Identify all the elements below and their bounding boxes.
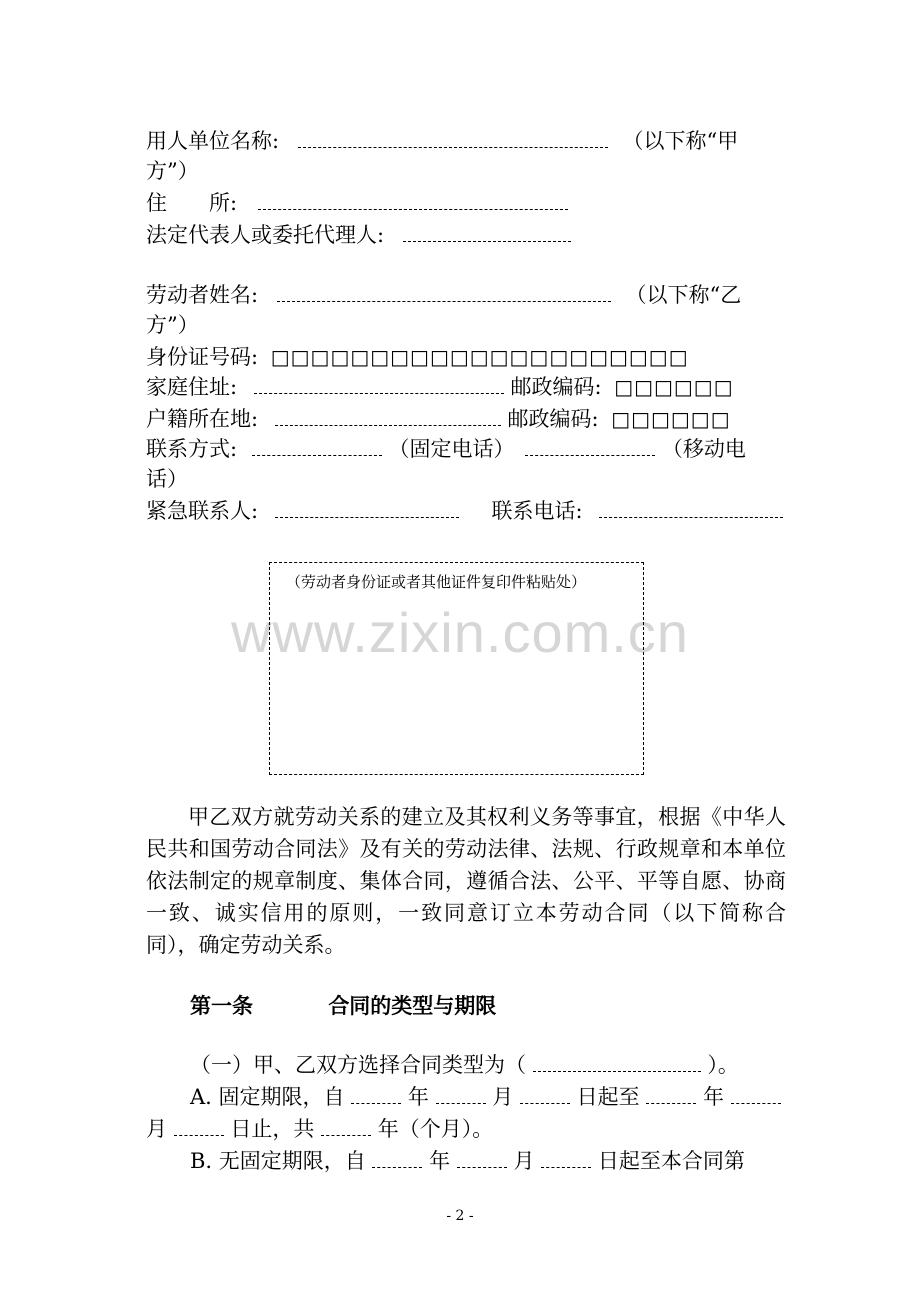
worker-home-postcode-label: 邮政编码: [510,375,602,399]
employer-name-blank[interactable] [298,133,608,148]
worker-emergency-phone-blank[interactable] [599,503,783,518]
employer-name-label: 用人单位名称: [146,129,280,153]
preamble-paragraph: 甲乙双方就劳动关系的建立及其权利义务等事宜，根据《中华人民共和国劳动合同法》及有关的劳动法律、法规、行政规章和本单位依法制定的规章制度、集体合同，遵循合法、公平、平等自愿、协商一致、诚实信用的原则，一致同意订立本劳动合同（以下简称合同），确定劳动关系。 [146,805,786,957]
employer-name-suffix: （以下称“甲 [622,129,739,153]
option-a-start-month-blank[interactable] [436,1089,486,1104]
worker-landline-label: （固定电话） [388,437,515,461]
worker-home-line [146,372,786,402]
worker-mobile-label: （移动电 [661,437,746,461]
option-a-end-year-label: 年 [703,1085,725,1109]
worker-emergency-line [146,496,786,526]
worker-id-boxes[interactable]: □□□□□□□□□□□□□□□□□□□□□ [270,345,689,369]
option-a-prefix: A. 固定期限，自 [190,1085,345,1109]
worker-home-postcode-boxes[interactable]: □□□□□□ [614,375,734,399]
employer-address-blank[interactable] [258,195,568,210]
option-a-day-end-label: 日止，共 [230,1117,315,1141]
worker-contact-line-2 [146,464,786,494]
option-b-suffix: 日起至本合同第 [597,1149,745,1173]
option-a-duration-blank[interactable] [321,1121,371,1136]
employer-name-line-2 [146,156,786,186]
option-b-year-label: 年 [429,1149,451,1173]
employer-name-suffix-2: 方”） [146,159,199,183]
watermark: www.zixin.com.cn [231,601,689,664]
option-b-start-year-blank[interactable] [372,1153,422,1168]
employer-rep-label: 法定代表人或委托代理人: [146,223,385,247]
employer-rep-line [146,220,786,250]
worker-mobile-blank[interactable] [525,441,655,456]
option-a-start-year-blank[interactable] [351,1089,401,1104]
worker-contact-line [146,434,786,464]
employer-name-line [146,126,786,156]
worker-emergency-label: 紧急联系人: [146,499,259,523]
option-a-end-month-label: 月 [146,1117,167,1141]
article-1-heading [190,990,496,1020]
option-a-day-start-label: 日起至 [576,1085,640,1109]
worker-emergency-blank[interactable] [275,503,459,518]
option-a-start-day-blank[interactable] [520,1089,570,1104]
worker-home-blank[interactable] [254,379,504,394]
option-b-prefix: B. 无固定期限，自 [190,1149,366,1173]
id-copy-box-label: （劳动者身份证或者其他证件复印件粘贴处） [286,573,587,591]
option-b-start-month-blank[interactable] [457,1153,507,1168]
worker-name-label: 劳动者姓名: [146,283,259,307]
worker-hukou-label: 户籍所在地: [146,407,259,431]
option-a-line [190,1082,790,1112]
clause-1-line [190,1050,790,1080]
id-copy-box [269,562,644,775]
worker-contact-label: 联系方式: [146,437,238,461]
employer-address-label: 住 所: [146,191,238,215]
worker-emergency-phone-label: 联系电话: [491,499,583,523]
option-a-months-note: 年（个月）。 [377,1117,494,1141]
article-1-title: 合同的类型与期限 [328,993,497,1018]
worker-landline-blank[interactable] [252,441,382,456]
worker-hukou-postcode-boxes[interactable]: □□□□□□ [611,407,731,431]
clause-1-prefix: （一）甲、乙双方选择合同类型为（ [190,1053,526,1077]
employer-rep-blank[interactable] [403,227,571,242]
worker-hukou-postcode-label: 邮政编码: [507,407,599,431]
option-a-end-month-blank[interactable] [731,1089,781,1104]
page-number: - 2 - [446,1208,474,1224]
worker-mobile-label-2: 话） [146,467,188,491]
option-a-line-2 [146,1114,786,1144]
clause-1-suffix: ）。 [707,1053,739,1077]
worker-hukou-blank[interactable] [275,411,501,426]
employer-address-line [146,188,786,218]
worker-name-line [146,280,786,310]
worker-name-blank[interactable] [277,287,611,302]
worker-name-suffix: （以下称“乙 [625,283,742,307]
worker-id-label: 身份证号码: [146,345,259,369]
option-b-start-day-blank[interactable] [541,1153,591,1168]
worker-hukou-line [146,404,786,434]
worker-id-line [146,342,786,372]
option-b-month-label: 月 [513,1149,535,1173]
contract-type-blank[interactable] [533,1057,701,1072]
option-a-end-year-blank[interactable] [646,1089,696,1104]
worker-home-label: 家庭住址: [146,375,238,399]
worker-name-suffix-2: 方”） [146,313,199,337]
option-b-line [190,1146,790,1176]
option-a-month-label: 月 [492,1085,514,1109]
option-a-year-label: 年 [407,1085,429,1109]
option-a-end-day-blank[interactable] [174,1121,224,1136]
article-1-number: 第一条 [190,993,253,1018]
worker-name-line-2 [146,310,786,340]
